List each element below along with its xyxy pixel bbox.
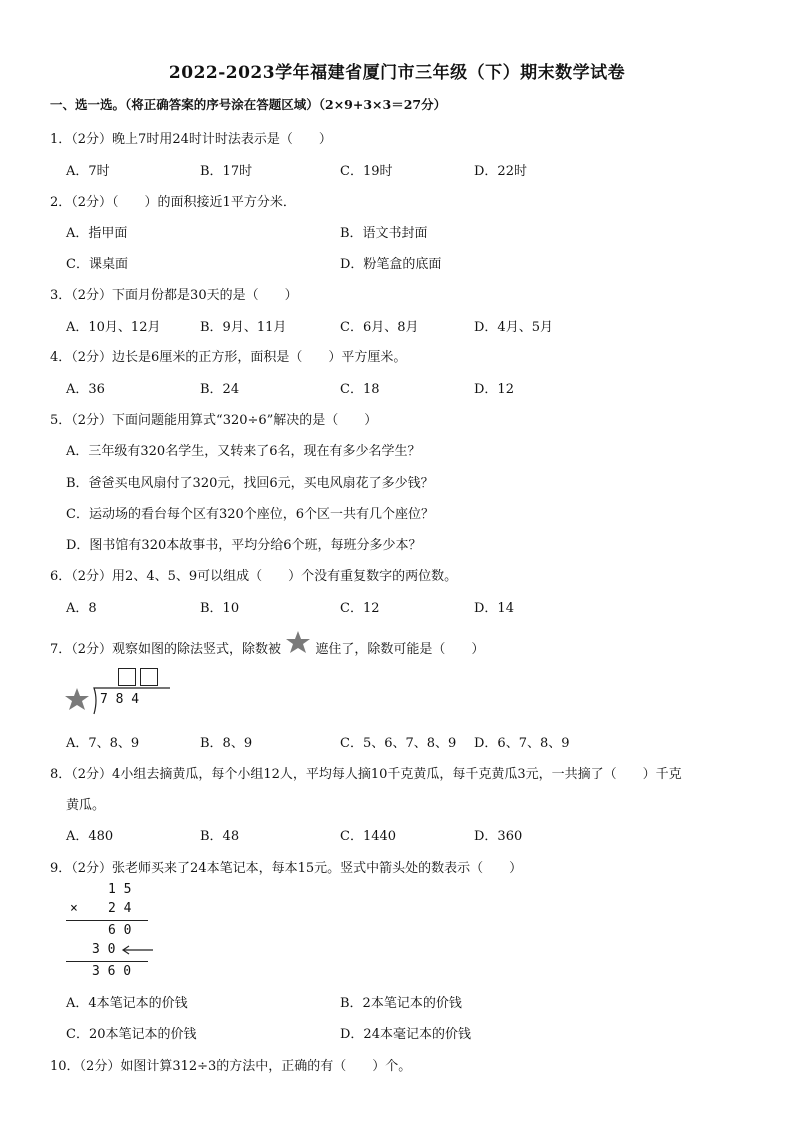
question-5: 5．（2分）下面问题能用算式“320÷6”解决的是（ ） bbox=[50, 413, 378, 428]
calc-row-1: 1 5 bbox=[108, 882, 132, 897]
question-1: 1．（2分）晚上7时用24时计时法表示是（ ） bbox=[50, 132, 332, 147]
division-figure bbox=[62, 664, 172, 716]
option-4-a[interactable]: A．36 bbox=[66, 382, 105, 397]
option-3-c[interactable]: C．6月、8月 bbox=[340, 320, 419, 335]
option-4-b[interactable]: B．24 bbox=[200, 382, 240, 397]
option-7-d[interactable]: D．6、7、8、9 bbox=[474, 736, 570, 751]
page-title: 2022-2023学年福建省厦门市三年级（下）期末数学试卷 bbox=[168, 63, 626, 83]
question-6: 6．（2分）用2、4、5、9可以组成（ ）个没有重复数字的两位数。 bbox=[50, 569, 458, 584]
option-8-b[interactable]: B．48 bbox=[200, 829, 240, 844]
option-7-a[interactable]: A．7、8、9 bbox=[66, 736, 140, 751]
quotient-box bbox=[140, 668, 158, 686]
option-3-d[interactable]: D．4月、5月 bbox=[474, 320, 553, 335]
option-4-c[interactable]: C．18 bbox=[340, 382, 380, 397]
option-1-d[interactable]: D．22时 bbox=[474, 164, 527, 179]
question-8-cont: 黄瓜。 bbox=[66, 798, 106, 813]
option-1-c[interactable]: C．19时 bbox=[340, 164, 393, 179]
calc-row-5: 3 6 0 bbox=[92, 964, 132, 979]
option-9-b[interactable]: B．2本笔记本的价钱 bbox=[340, 996, 462, 1011]
question-7-text-b: 遮住了，除数可能是（ ） bbox=[315, 642, 485, 657]
option-5-d[interactable]: D．图书馆有320本故事书，平均分给6个班，每班分多少本？ bbox=[66, 538, 422, 553]
option-3-b[interactable]: B．9月、11月 bbox=[200, 320, 287, 335]
question-7-text-a: 7．（2分）观察如图的除法竖式，除数被 bbox=[50, 642, 282, 657]
quotient-box bbox=[118, 668, 136, 686]
question-7 bbox=[50, 638, 484, 657]
question-2: 2．（2分）（ ）的面积接近1平方分米． bbox=[50, 195, 296, 210]
option-4-d[interactable]: D．12 bbox=[474, 382, 514, 397]
option-5-c[interactable]: C．运动场的看台每个区有320个座位，6个区一共有几个座位？ bbox=[66, 507, 435, 522]
question-3: 3．（2分）下面月份都是30天的是（ ） bbox=[50, 288, 298, 303]
option-7-b[interactable]: B．8、9 bbox=[200, 736, 253, 751]
option-9-d[interactable]: D．24本毫记本的价钱 bbox=[340, 1027, 471, 1042]
option-9-a[interactable]: A．4本笔记本的价钱 bbox=[66, 996, 188, 1011]
times-sign: × bbox=[70, 901, 78, 916]
question-10: 10．（2分）如图计算312÷3的方法中，正确的有（ ）个。 bbox=[50, 1059, 412, 1074]
option-5-a[interactable]: A．三年级有320名学生，又转来了6名，现在有多少名学生？ bbox=[66, 444, 421, 459]
calc-rule bbox=[66, 961, 148, 962]
option-8-d[interactable]: D．360 bbox=[474, 829, 523, 844]
dividend: 7 8 4 bbox=[100, 692, 140, 707]
calc-row-4: 3 0 bbox=[92, 942, 116, 957]
star-icon bbox=[64, 688, 90, 714]
option-6-b[interactable]: B．10 bbox=[200, 601, 240, 616]
option-2-c[interactable]: C．课桌面 bbox=[66, 257, 128, 272]
multiplication-figure bbox=[62, 882, 162, 982]
question-8: 8．（2分）4小组去摘黄瓜，每个小组12人，平均每人摘10千克黄瓜，每千克黄瓜3元，一共摘了（ ）千克 bbox=[50, 767, 682, 782]
option-3-a[interactable]: A．10月、12月 bbox=[66, 320, 161, 335]
option-7-c[interactable]: C．5、6、7、8、9 bbox=[340, 736, 457, 751]
star-icon bbox=[285, 631, 311, 655]
option-2-b[interactable]: B．语文书封面 bbox=[340, 226, 428, 241]
option-6-d[interactable]: D．14 bbox=[474, 601, 514, 616]
option-8-c[interactable]: C．1440 bbox=[340, 829, 397, 844]
question-9: 9．（2分）张老师买来了24本笔记本，每本15元。竖式中箭头处的数表示（ ） bbox=[50, 861, 523, 876]
option-1-b[interactable]: B．17时 bbox=[200, 164, 253, 179]
calc-row-2: 2 4 bbox=[108, 901, 132, 916]
arrow-left-icon bbox=[120, 945, 154, 955]
section-heading: 一、选一选。（将正确答案的序号涂在答题区域）（2×9+3×3＝27分） bbox=[50, 97, 447, 112]
option-2-d[interactable]: D．粉笔盒的底面 bbox=[340, 257, 442, 272]
calc-row-3: 6 0 bbox=[108, 923, 132, 938]
option-6-a[interactable]: A．8 bbox=[66, 601, 97, 616]
question-4: 4．（2分）边长是6厘米的正方形，面积是（ ）平方厘米。 bbox=[50, 350, 407, 365]
option-1-a[interactable]: A．7时 bbox=[66, 164, 110, 179]
option-6-c[interactable]: C．12 bbox=[340, 601, 380, 616]
option-2-a[interactable]: A．指甲面 bbox=[66, 226, 128, 241]
option-8-a[interactable]: A．480 bbox=[66, 829, 114, 844]
calc-rule bbox=[66, 920, 148, 921]
option-5-b[interactable]: B．爸爸买电风扇付了320元，找回6元，买电风扇花了多少钱？ bbox=[66, 476, 434, 491]
option-9-c[interactable]: C．20本笔记本的价钱 bbox=[66, 1027, 197, 1042]
